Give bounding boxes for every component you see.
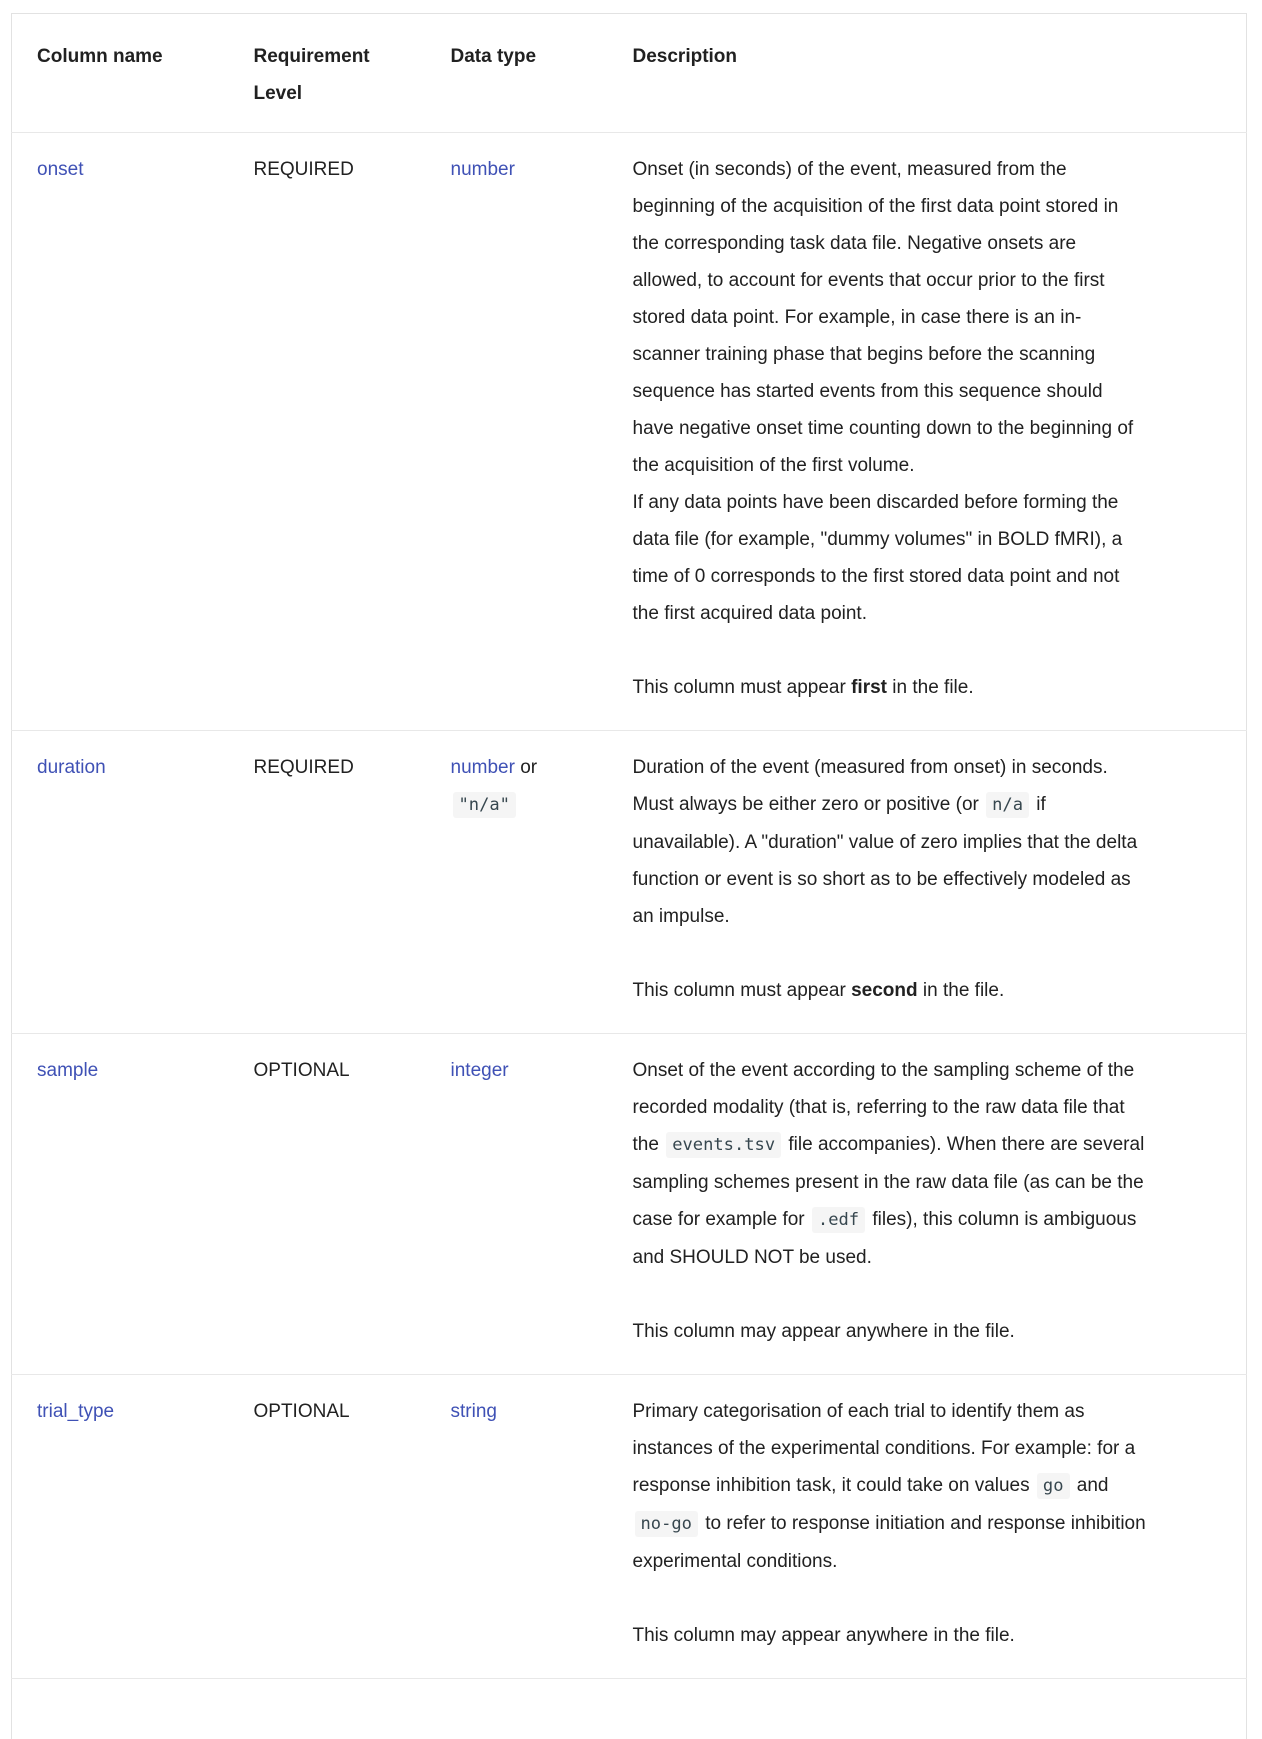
inline-code: events.tsv [666,1132,781,1158]
data-type-link[interactable]: string [450,1401,497,1422]
header-column-name: Column name [37,46,163,67]
requirement-level: REQUIRED [253,159,354,180]
table-row [12,1375,1247,1679]
description-cell: Onset (in seconds) of the event, measured from the beginning of the acquisition of the first data point stored in the corresponding task data file. Negative onsets are allowed, to account for events that occur prior to the first stored data point. For example, in case there is an in-scanner training phase that begins before the scanning sequence has started events from this sequence should have negative onset time counting down to the beginning of the acquisition of the first volume. If any data points have been discarded before forming the data file (for example, "dummy volumes" in BOLD fMRI), a time of 0 corresponds to the first stored data point and not the first acquired data point. This column must appear first in the file. [632,159,1134,698]
table-header [12,14,1247,133]
inline-code: n/a [986,792,1029,818]
requirement-level: OPTIONAL [253,1060,350,1081]
table-row [12,133,1247,731]
data-type-cell [426,133,608,731]
column-name-link[interactable]: duration [37,757,106,778]
inline-code: no-go [635,1511,698,1537]
columns-table [11,13,1247,1739]
data-type-cell: number or "n/a" [426,731,608,1034]
column-name-link[interactable]: trial_type [37,1401,115,1422]
table-body-overflow [12,1679,1247,1739]
inline-code: go [1037,1473,1070,1499]
table-row [12,1034,1247,1375]
header-row [12,14,1247,133]
inline-code: .edf [812,1207,865,1233]
description-cell: Onset of the event according to the sampling scheme of the recorded modality (that is, referring to the raw data file that the events.tsv file accompanies). When there are several sampling schemes present in the raw data file (as can be the case for example for .edf files), this column is ambiguous and SHOULD NOT be used. This column may appear anywhere in the file. [632,1060,1145,1342]
data-type-cell [426,1034,608,1375]
header-description: Description [632,46,738,67]
data-type-link[interactable]: number [450,159,515,180]
inline-code: "n/a" [453,792,516,818]
header-data-type: Data type [450,46,537,67]
table-row-partial [12,1679,1247,1739]
header-requirement-level: Requirement Level [253,46,370,104]
description-cell: Duration of the event (measured from onset) in seconds. Must always be either zero or positive (or n/a if unavailable). A "duration" value of zero implies that the delta function or event is so short as to be effectively modeled as an impulse. This column must appear second in the file. [632,757,1138,1001]
data-type-link[interactable]: integer [450,1060,509,1081]
data-type-link[interactable]: number [450,757,515,778]
column-name-link[interactable]: sample [37,1060,99,1081]
column-name-link[interactable]: onset [37,159,84,180]
data-type-cell [426,1375,608,1679]
requirement-level: REQUIRED [253,757,354,778]
requirement-level: OPTIONAL [253,1401,350,1422]
bold-text: first [851,677,887,698]
description-cell: Primary categorisation of each trial to identify them as instances of the experimental conditions. For example: for a response inhibition task, it could take on values go and no-go to refer to response initiation and response inhibition experimental conditions. This column may appear anywhere in the file. [632,1401,1146,1646]
bold-text: second [851,980,918,1001]
table-row [12,731,1247,1034]
table-body [12,133,1247,1679]
